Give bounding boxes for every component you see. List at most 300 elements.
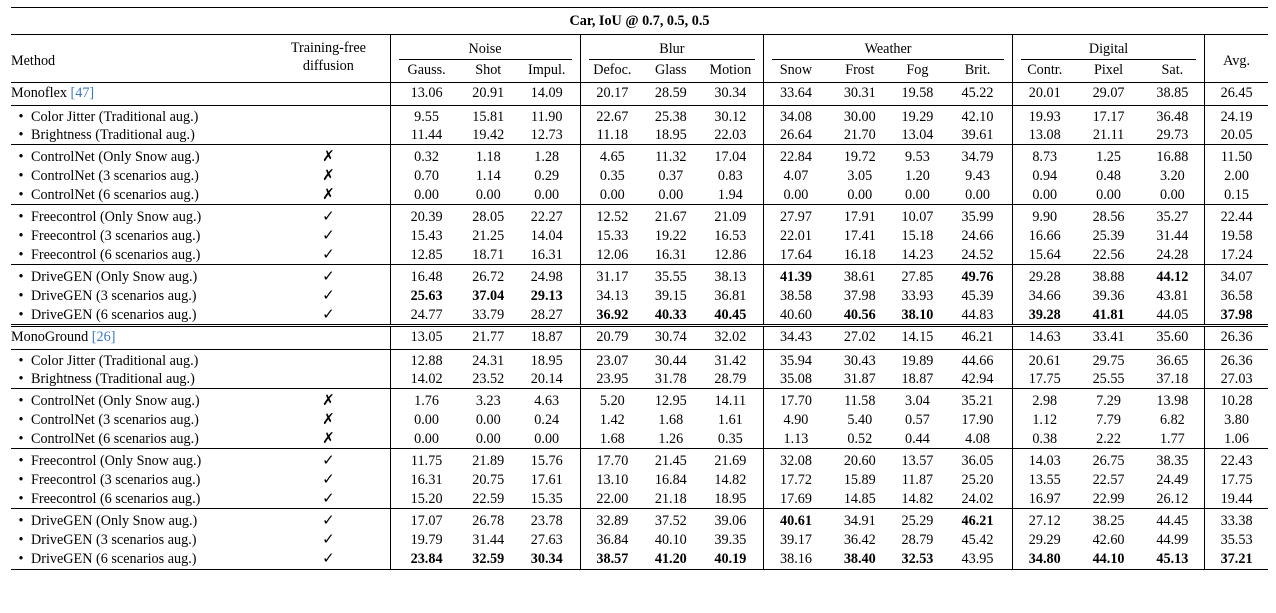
value-cell: 14.23 [901, 246, 934, 263]
value-cell: 15.20 [410, 490, 443, 507]
value-cell: 24.28 [1141, 245, 1205, 265]
header-group-noise: Noise [390, 35, 580, 61]
value-cell: 39.06 [698, 509, 764, 531]
method-label: Brightness (Traditional aug.) [31, 371, 195, 387]
value-cell: 20.14 [514, 370, 580, 389]
value-cell: 24.19 [1205, 106, 1268, 127]
value-cell: 22.99 [1092, 490, 1125, 507]
value-cell: 1.42 [599, 411, 625, 428]
value-cell: 21.77 [463, 326, 514, 350]
value-cell: 15.64 [1028, 246, 1061, 263]
value-cell: 35.27 [1141, 205, 1205, 227]
value-cell: 14.15 [892, 326, 943, 350]
value-cell: 12.73 [514, 126, 580, 145]
value-cell: 18.71 [472, 246, 505, 263]
value-cell: 26.12 [1141, 489, 1205, 509]
training-free-cell [267, 350, 390, 371]
value-cell: 35.60 [1141, 326, 1205, 350]
value-cell: 0.00 [514, 185, 580, 205]
value-cell: 35.53 [1220, 531, 1253, 548]
value-cell: 1.18 [463, 145, 514, 167]
value-cell: 42.10 [943, 106, 1012, 127]
value-cell: 1.26 [658, 430, 684, 447]
value-cell: 24.49 [1141, 470, 1205, 489]
method-name [11, 265, 267, 287]
value-cell: 49.76 [943, 265, 1012, 287]
value-cell: 22.59 [472, 490, 505, 507]
value-cell: 44.45 [1141, 509, 1205, 531]
baseline-name: MonoGround [11, 329, 89, 345]
value-cell: 37.04 [472, 287, 505, 304]
value-cell: 22.03 [698, 126, 764, 145]
header-training-free [267, 35, 390, 83]
value-cell: 34.79 [943, 145, 1012, 167]
value-cell: 40.33 [654, 306, 687, 323]
value-cell: 1.61 [698, 410, 764, 429]
bullet-icon: • [18, 490, 24, 507]
cross-icon: ✗ [267, 185, 390, 205]
value-cell: 16.31 [654, 246, 687, 263]
method-label: Freecontrol (3 scenarios aug.) [31, 471, 201, 488]
value-cell: 10.07 [892, 205, 943, 227]
value-cell: 0.70 [414, 167, 439, 184]
value-cell: 33.93 [901, 287, 934, 304]
check-icon: ✓ [267, 245, 390, 265]
method-label: ControlNet (6 scenarios aug.) [31, 186, 199, 203]
value-cell: 19.79 [410, 531, 443, 548]
value-cell: 19.72 [828, 145, 892, 167]
value-cell: 33.79 [472, 306, 505, 323]
bullet-icon: • [18, 268, 24, 285]
value-cell: 24.31 [463, 350, 514, 371]
method-label: Freecontrol (Only Snow aug.) [31, 208, 202, 225]
value-cell: 20.39 [390, 205, 463, 227]
value-cell: 12.52 [580, 205, 644, 227]
value-cell: 14.09 [514, 83, 580, 106]
value-cell: 19.58 [1220, 227, 1253, 244]
value-cell: 0.00 [599, 186, 625, 203]
value-cell: 16.18 [843, 246, 876, 263]
value-cell: 26.36 [1205, 350, 1268, 371]
value-cell: 16.31 [514, 245, 580, 265]
value-cell: 14.11 [698, 389, 764, 411]
value-cell: 0.00 [475, 186, 501, 203]
value-cell: 0.00 [475, 430, 501, 447]
bullet-icon: • [18, 186, 24, 203]
value-cell: 21.89 [463, 449, 514, 471]
value-cell: 36.42 [843, 531, 876, 548]
value-cell: 0.52 [847, 430, 873, 447]
value-cell: 25.63 [410, 287, 443, 304]
table-row [11, 126, 1268, 145]
header-col-sat: Sat. [1141, 60, 1205, 83]
value-cell: 32.02 [698, 326, 764, 350]
check-icon: ✓ [267, 265, 390, 287]
value-cell: 1.76 [390, 389, 463, 411]
method-name [11, 126, 267, 145]
baseline-name: Monoflex [11, 85, 67, 101]
value-cell: 17.17 [1077, 106, 1141, 127]
value-cell: 11.87 [901, 471, 934, 488]
value-cell: 19.42 [472, 127, 505, 143]
value-cell: 28.05 [463, 205, 514, 227]
bullet-icon: • [18, 452, 24, 469]
value-cell: 39.17 [780, 531, 812, 548]
bullet-icon: • [18, 208, 24, 225]
method-name [11, 185, 267, 205]
value-cell: 23.95 [596, 371, 629, 387]
table-row [11, 286, 1268, 305]
bullet-icon: • [18, 227, 24, 244]
value-cell: 2.00 [1224, 167, 1249, 184]
value-cell: 29.28 [1012, 265, 1076, 287]
value-cell: 16.53 [698, 226, 764, 245]
value-cell: 19.22 [654, 227, 687, 244]
value-cell: 34.66 [1028, 287, 1061, 304]
method-label: Freecontrol (6 scenarios aug.) [31, 490, 201, 507]
value-cell: 34.07 [1205, 265, 1268, 287]
value-cell: 12.06 [596, 246, 629, 263]
value-cell: 26.36 [1205, 326, 1268, 350]
value-cell: 44.66 [943, 350, 1012, 371]
value-cell: 30.34 [698, 83, 764, 106]
value-cell: 35.08 [780, 371, 812, 387]
value-cell: 2.98 [1012, 389, 1076, 411]
value-cell: 37.98 [843, 287, 876, 304]
value-cell: 34.08 [764, 106, 828, 127]
value-cell: 0.00 [1032, 186, 1058, 203]
value-cell: 16.48 [390, 265, 463, 287]
method-name [11, 370, 267, 389]
method-name [11, 549, 267, 570]
value-cell: 29.73 [1141, 126, 1205, 145]
value-cell: 26.72 [463, 265, 514, 287]
bullet-icon: • [18, 430, 24, 447]
value-cell: 5.40 [847, 411, 873, 428]
value-cell: 28.27 [514, 305, 580, 326]
check-icon: ✓ [267, 226, 390, 245]
value-cell: 34.91 [828, 509, 892, 531]
value-cell: 42.60 [1092, 531, 1125, 548]
value-cell: 28.79 [901, 531, 934, 548]
value-cell: 21.70 [843, 127, 876, 143]
method-name [11, 429, 267, 449]
value-cell: 15.89 [843, 471, 876, 488]
value-cell: 45.42 [943, 530, 1012, 549]
value-cell: 8.73 [1012, 145, 1076, 167]
value-cell: 1.28 [514, 145, 580, 167]
value-cell: 27.63 [514, 530, 580, 549]
bullet-icon: • [18, 411, 24, 428]
table-row [11, 370, 1268, 389]
value-cell: 17.69 [780, 490, 812, 507]
value-cell: 6.82 [1141, 410, 1205, 429]
value-cell: 7.79 [1096, 411, 1121, 428]
value-cell: 36.84 [596, 531, 629, 548]
method-label: DriveGEN (Only Snow aug.) [31, 512, 198, 529]
value-cell: 30.31 [828, 83, 892, 106]
value-cell: 0.94 [1032, 167, 1058, 184]
value-cell: 27.12 [1012, 509, 1076, 531]
value-cell: 20.61 [1012, 350, 1076, 371]
value-cell: 1.68 [599, 430, 625, 447]
value-cell: 0.15 [1224, 186, 1249, 203]
baseline-method [11, 326, 267, 350]
method-name [11, 389, 267, 411]
value-cell: 31.44 [472, 531, 505, 548]
value-cell: 15.35 [514, 489, 580, 509]
value-cell: 0.00 [943, 185, 1012, 205]
training-free-cell [267, 83, 390, 106]
value-cell: 39.35 [698, 530, 764, 549]
table-row [11, 549, 1268, 570]
check-icon: ✓ [267, 205, 390, 227]
value-cell: 4.90 [783, 411, 809, 428]
value-cell: 38.88 [1077, 265, 1141, 287]
header-col-snow: Snow [779, 62, 813, 78]
value-cell: 14.63 [1012, 326, 1076, 350]
header-method: Method [11, 35, 267, 83]
value-cell: 5.20 [580, 389, 644, 411]
training-free-cell [267, 326, 390, 350]
value-cell: 36.92 [596, 306, 629, 323]
value-cell: 43.95 [943, 549, 1012, 570]
value-cell: 25.39 [1092, 227, 1125, 244]
table-row [11, 389, 1268, 411]
table-caption: Car, IoU @ 0.7, 0.5, 0.5 [11, 8, 1268, 35]
header-col-impul: Impul. [514, 60, 580, 83]
header-group-digital: Digital [1012, 35, 1204, 61]
value-cell: 4.07 [783, 167, 809, 184]
value-cell: 11.90 [514, 106, 580, 127]
method-label: Color Jitter (Traditional aug.) [31, 353, 199, 369]
header-col-frost: Frost [845, 62, 875, 78]
header-col-fog: Fog [906, 62, 929, 78]
cross-icon: ✗ [267, 389, 390, 411]
value-cell: 21.25 [472, 227, 505, 244]
value-cell: 40.60 [780, 306, 812, 323]
value-cell: 17.07 [390, 509, 463, 531]
baseline-row [11, 326, 1268, 350]
value-cell: 2.22 [1096, 430, 1121, 447]
value-cell: 0.37 [658, 167, 684, 184]
table-row [11, 166, 1268, 185]
value-cell: 26.64 [780, 127, 812, 143]
value-cell: 22.01 [780, 227, 812, 244]
value-cell: 33.38 [1205, 509, 1268, 531]
value-cell: 0.44 [905, 430, 930, 447]
value-cell: 24.52 [943, 245, 1012, 265]
value-cell: 35.99 [943, 205, 1012, 227]
citation-link[interactable]: [47] [70, 85, 95, 101]
value-cell: 38.85 [1141, 83, 1205, 106]
method-name [11, 245, 267, 265]
value-cell: 0.00 [1096, 186, 1121, 203]
method-label: DriveGEN (Only Snow aug.) [31, 268, 198, 285]
value-cell: 37.52 [644, 509, 697, 531]
value-cell: 44.10 [1077, 549, 1141, 570]
value-cell: 21.67 [644, 205, 697, 227]
method-name [11, 226, 267, 245]
method-name [11, 410, 267, 429]
value-cell: 38.13 [698, 265, 764, 287]
value-cell: 17.61 [514, 470, 580, 489]
method-label: ControlNet (3 scenarios aug.) [31, 167, 199, 184]
table-row [11, 145, 1268, 167]
value-cell: 20.17 [580, 83, 644, 106]
value-cell: 45.39 [943, 286, 1012, 305]
header-col-gauss: Gauss. [407, 62, 446, 78]
citation-link[interactable]: [26] [91, 329, 116, 345]
value-cell: 0.48 [1096, 167, 1121, 184]
value-cell: 17.04 [698, 145, 764, 167]
value-cell: 25.38 [644, 106, 697, 127]
value-cell: 17.64 [780, 246, 812, 263]
value-cell: 13.08 [1028, 127, 1061, 143]
value-cell: 13.05 [390, 326, 463, 350]
value-cell: 38.25 [1077, 509, 1141, 531]
table-row [11, 265, 1268, 287]
table-row [11, 470, 1268, 489]
method-name [11, 166, 267, 185]
value-cell: 30.44 [644, 350, 697, 371]
value-cell: 15.76 [514, 449, 580, 471]
method-label: ControlNet (Only Snow aug.) [31, 148, 200, 165]
value-cell: 30.34 [514, 549, 580, 570]
value-cell: 36.58 [1220, 287, 1253, 304]
value-cell: 14.04 [514, 226, 580, 245]
value-cell: 16.88 [1141, 145, 1205, 167]
value-cell: 4.08 [943, 429, 1012, 449]
value-cell: 16.66 [1028, 227, 1061, 244]
value-cell: 37.18 [1141, 370, 1205, 389]
value-cell: 7.29 [1077, 389, 1141, 411]
value-cell: 3.80 [1224, 411, 1249, 428]
value-cell: 44.12 [1141, 265, 1205, 287]
value-cell: 40.10 [654, 531, 687, 548]
value-cell: 0.32 [390, 145, 463, 167]
value-cell: 25.55 [1092, 371, 1125, 387]
bullet-icon: • [18, 127, 24, 143]
method-label: ControlNet (Only Snow aug.) [31, 392, 200, 409]
table-row [11, 245, 1268, 265]
value-cell: 20.91 [463, 83, 514, 106]
value-cell: 13.98 [1141, 389, 1205, 411]
table-row [11, 106, 1268, 127]
value-cell: 22.27 [514, 205, 580, 227]
value-cell: 41.81 [1092, 306, 1125, 323]
table-row [11, 509, 1268, 531]
training-free-cell [267, 370, 390, 389]
header-col-contr: Contr. [1027, 62, 1063, 78]
value-cell: 41.39 [764, 265, 828, 287]
value-cell: 30.12 [698, 106, 764, 127]
value-cell: 20.60 [828, 449, 892, 471]
value-cell: 34.13 [596, 287, 629, 304]
value-cell: 22.84 [764, 145, 828, 167]
value-cell: 29.75 [1077, 350, 1141, 371]
header-col-glass: Glass [655, 62, 687, 78]
value-cell: 26.75 [1077, 449, 1141, 471]
value-cell: 40.19 [698, 549, 764, 570]
table-row [11, 489, 1268, 509]
value-cell: 11.44 [410, 127, 443, 143]
value-cell: 14.85 [843, 490, 876, 507]
value-cell: 38.40 [828, 549, 892, 570]
value-cell: 33.64 [764, 83, 828, 106]
value-cell: 22.56 [1092, 246, 1125, 263]
value-cell: 36.48 [1141, 106, 1205, 127]
header-col-pixel: Pixel [1093, 62, 1124, 78]
method-label: DriveGEN (3 scenarios aug.) [31, 531, 197, 548]
value-cell: 1.20 [905, 167, 930, 184]
value-cell: 22.43 [1205, 449, 1268, 471]
method-name [11, 350, 267, 371]
method-label: Freecontrol (6 scenarios aug.) [31, 246, 201, 263]
value-cell: 42.94 [943, 370, 1012, 389]
value-cell: 45.22 [943, 83, 1012, 106]
method-name [11, 286, 267, 305]
method-name [11, 509, 267, 531]
value-cell: 44.99 [1141, 530, 1205, 549]
value-cell: 24.02 [943, 489, 1012, 509]
training-free-cell [267, 126, 390, 145]
table-row [11, 185, 1268, 205]
value-cell: 28.79 [698, 370, 764, 389]
bullet-icon: • [18, 167, 24, 184]
value-cell: 31.17 [580, 265, 644, 287]
results-table-container [11, 7, 1268, 570]
value-cell: 38.10 [901, 306, 934, 323]
value-cell: 22.57 [1092, 471, 1125, 488]
value-cell: 23.78 [514, 509, 580, 531]
value-cell: 16.97 [1028, 490, 1061, 507]
value-cell: 19.29 [892, 106, 943, 127]
bullet-icon: • [18, 148, 24, 165]
baseline-row [11, 83, 1268, 106]
value-cell: 0.00 [475, 411, 501, 428]
value-cell: 34.43 [764, 326, 828, 350]
value-cell: 23.84 [390, 549, 463, 570]
method-name [11, 530, 267, 549]
baseline-method [11, 83, 267, 106]
value-cell: 28.59 [644, 83, 697, 106]
bullet-icon: • [18, 550, 24, 567]
header-training-free-line2: diffusion [302, 58, 354, 74]
value-cell: 10.28 [1205, 389, 1268, 411]
header-col-defoc: Defoc. [593, 62, 632, 78]
value-cell: 17.75 [1028, 371, 1061, 387]
check-icon: ✓ [267, 449, 390, 471]
value-cell: 24.98 [514, 265, 580, 287]
value-cell: 16.31 [410, 471, 443, 488]
value-cell: 11.58 [828, 389, 892, 411]
value-cell: 38.16 [764, 549, 828, 570]
value-cell: 31.87 [843, 371, 876, 387]
value-cell: 12.86 [698, 245, 764, 265]
bullet-icon: • [18, 353, 24, 369]
value-cell: 26.45 [1205, 83, 1268, 106]
value-cell: 24.77 [410, 306, 443, 323]
value-cell: 24.66 [943, 226, 1012, 245]
value-cell: 0.00 [414, 430, 439, 447]
method-label: DriveGEN (6 scenarios aug.) [31, 550, 197, 567]
value-cell: 39.61 [943, 126, 1012, 145]
value-cell: 36.05 [943, 449, 1012, 471]
value-cell: 15.18 [901, 227, 934, 244]
table-row [11, 530, 1268, 549]
value-cell: 21.18 [654, 490, 687, 507]
